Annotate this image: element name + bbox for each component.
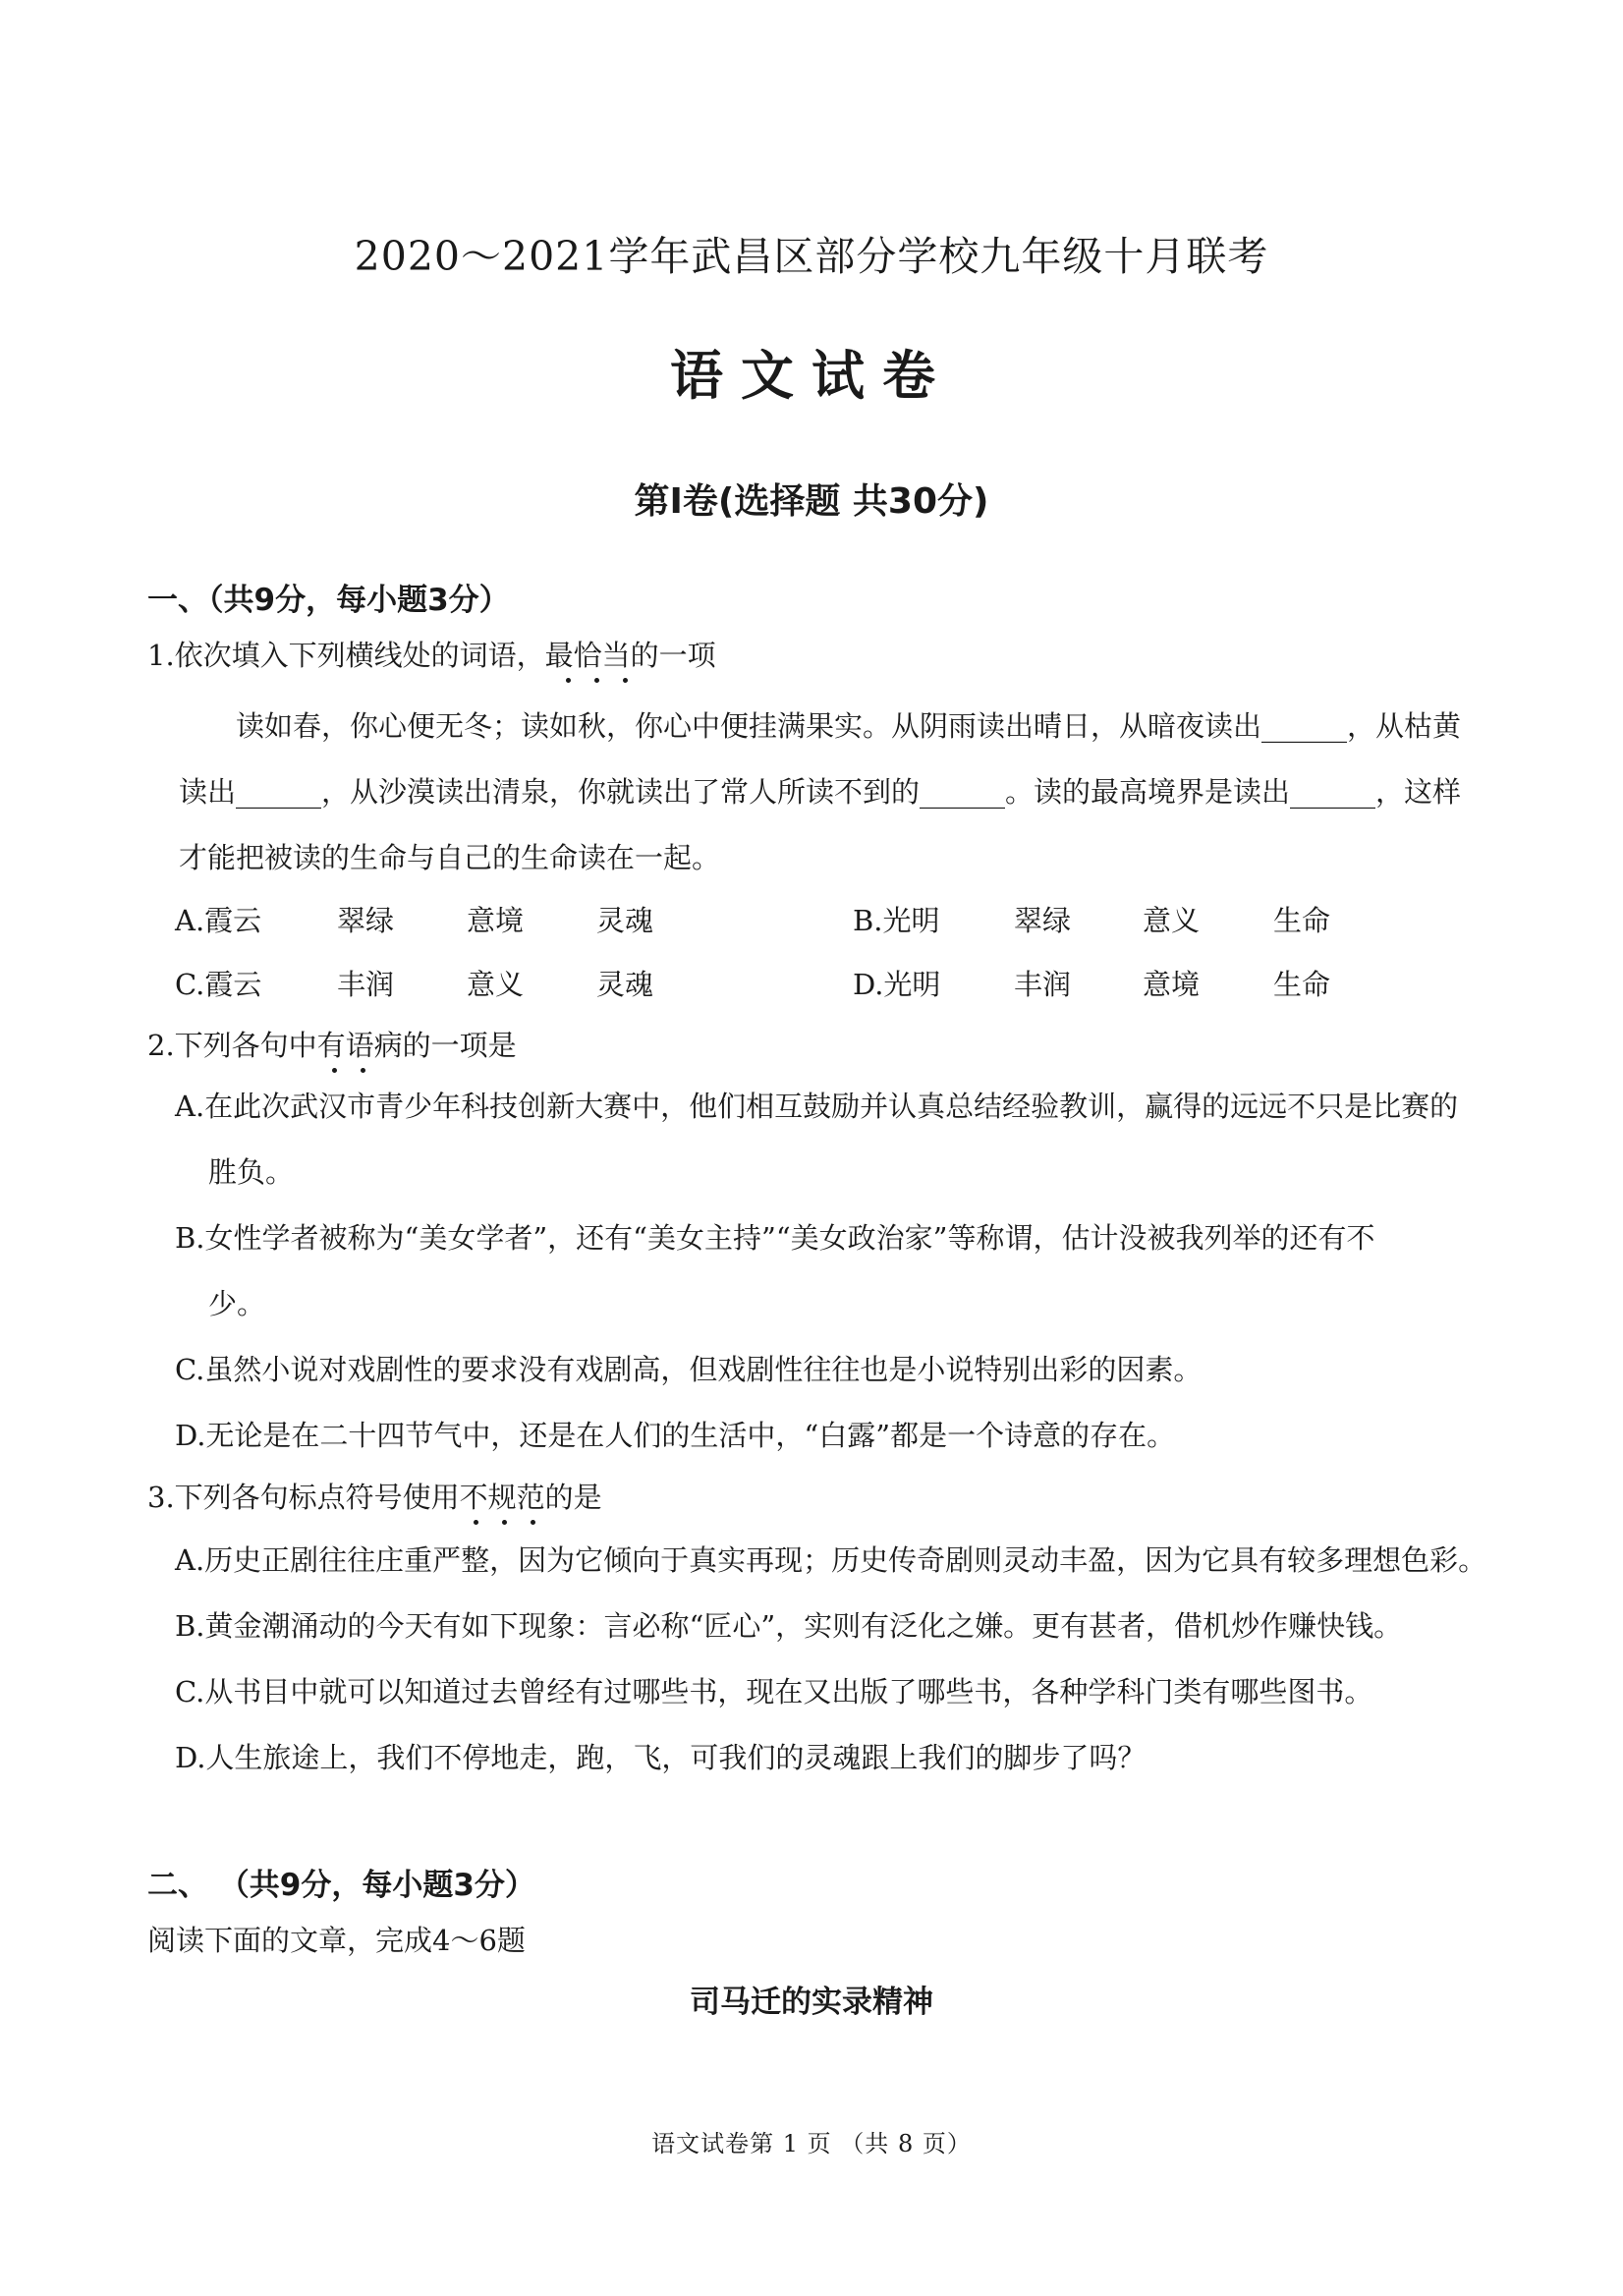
q1-stem: 1.依次填入下列横线处的词语，最恰当的一项 [147, 639, 716, 672]
q1-option-a-2: 翠绿 [337, 904, 395, 937]
section1-heading: 一、（共9分，每小题3分） [147, 583, 510, 618]
section2-instruction: 阅读下面的文章，完成4～6题 [147, 1924, 526, 1957]
q1-option-c-3: 意义 [467, 968, 525, 1001]
q1-option-b-2: 翠绿 [1014, 904, 1072, 937]
q1-option-d-2: 丰润 [1014, 968, 1072, 1001]
emphasis-dot [332, 1068, 337, 1073]
emphasis-dot [594, 678, 599, 683]
page-footer: 语文试卷第 1 页 （共 8 页） [651, 2130, 972, 2157]
q1-option-c-1: C.霞云 [175, 968, 262, 1001]
q1-passage-line-2: 读出______，从沙漠读出清泉，你就读出了常人所读不到的______。读的最高境界是读出______，这样 [179, 775, 1462, 809]
q1-option-a-3: 意境 [467, 904, 525, 937]
q3-option-b: B.黄金潮涌动的今天有如下现象：言必称“匠心”，实则有泛化之嫌。更有甚者，借机炒作赚快钱。 [175, 1609, 1403, 1643]
q1-option-b-3: 意义 [1143, 904, 1201, 937]
q2-option-d: D.无论是在二十四节气中，还是在人们的生活中，“白露”都是一个诗意的存在。 [175, 1419, 1176, 1452]
q1-option-b-1: B.光明 [853, 904, 940, 937]
section2-heading: 二、 （共9分，每小题3分） [147, 1868, 535, 1903]
emphasis-dot [361, 1068, 365, 1073]
emphasis-dot [566, 678, 571, 683]
q3-option-d: D.人生旅途上，我们不停地走，跑，飞，可我们的灵魂跟上我们的脚步了吗？ [175, 1741, 1147, 1774]
q2-option-a-line-2: 胜负。 [208, 1155, 295, 1189]
q3-stem: 3.下列各句标点符号使用不规范的是 [147, 1481, 602, 1514]
q2-option-b-line-1: B.女性学者被称为“美女学者”，还有“美女主持”“美女政治家”等称谓，估计没被我列举的还有不 [175, 1221, 1375, 1255]
q1-option-d-4: 生命 [1273, 968, 1331, 1001]
emphasis-dot [531, 1520, 535, 1525]
q1-option-c-4: 灵魂 [596, 968, 654, 1001]
q1-option-b-4: 生命 [1273, 904, 1331, 937]
exam-title: 2020～2021学年武昌区部分学校九年级十月联考 [354, 233, 1269, 280]
part-title: 第Ⅰ卷(选择题 共30分) [634, 481, 989, 522]
q1-passage-line-1: 读如春，你心便无冬；读如秋，你心中便挂满果实。从阴雨读出晴日，从暗夜读出______，从枯黄 [236, 709, 1462, 743]
q3-option-c: C.从书目中就可以知道过去曾经有过哪些书，现在又出版了哪些书，各种学科门类有哪些图书。 [175, 1675, 1373, 1708]
q2-stem-text: 2.下列各句中有语病的一项是 [147, 1029, 517, 1062]
q1-option-d-3: 意境 [1143, 968, 1201, 1001]
q2-option-c: C.虽然小说对戏剧性的要求没有戏剧高，但戏剧性往往也是小说特别出彩的因素。 [175, 1353, 1203, 1386]
q1-option-a-4: 灵魂 [596, 904, 654, 937]
emphasis-dot [502, 1520, 507, 1525]
article-title: 司马迁的实录精神 [690, 1985, 933, 2020]
subject-title: 语文试卷 [670, 345, 953, 407]
emphasis-dot [474, 1520, 478, 1525]
q1-option-c-2: 丰润 [337, 968, 395, 1001]
q2-option-b-line-2: 少。 [208, 1287, 266, 1320]
q1-option-a-1: A.霞云 [175, 904, 262, 937]
q2-option-a-line-1: A.在此次武汉市青少年科技创新大赛中，他们相互鼓励并认真总结经验教训，赢得的远远不只是比赛的 [175, 1090, 1459, 1123]
q1-option-d-1: D.光明 [853, 968, 941, 1001]
emphasis-dot [623, 678, 628, 683]
q1-passage-line-3: 才能把被读的生命与自己的生命读在一起。 [179, 841, 721, 874]
q3-option-a: A.历史正剧往往庄重严整，因为它倾向于真实再现；历史传奇剧则灵动丰盈，因为它具有较多理想色彩。 [175, 1543, 1487, 1577]
